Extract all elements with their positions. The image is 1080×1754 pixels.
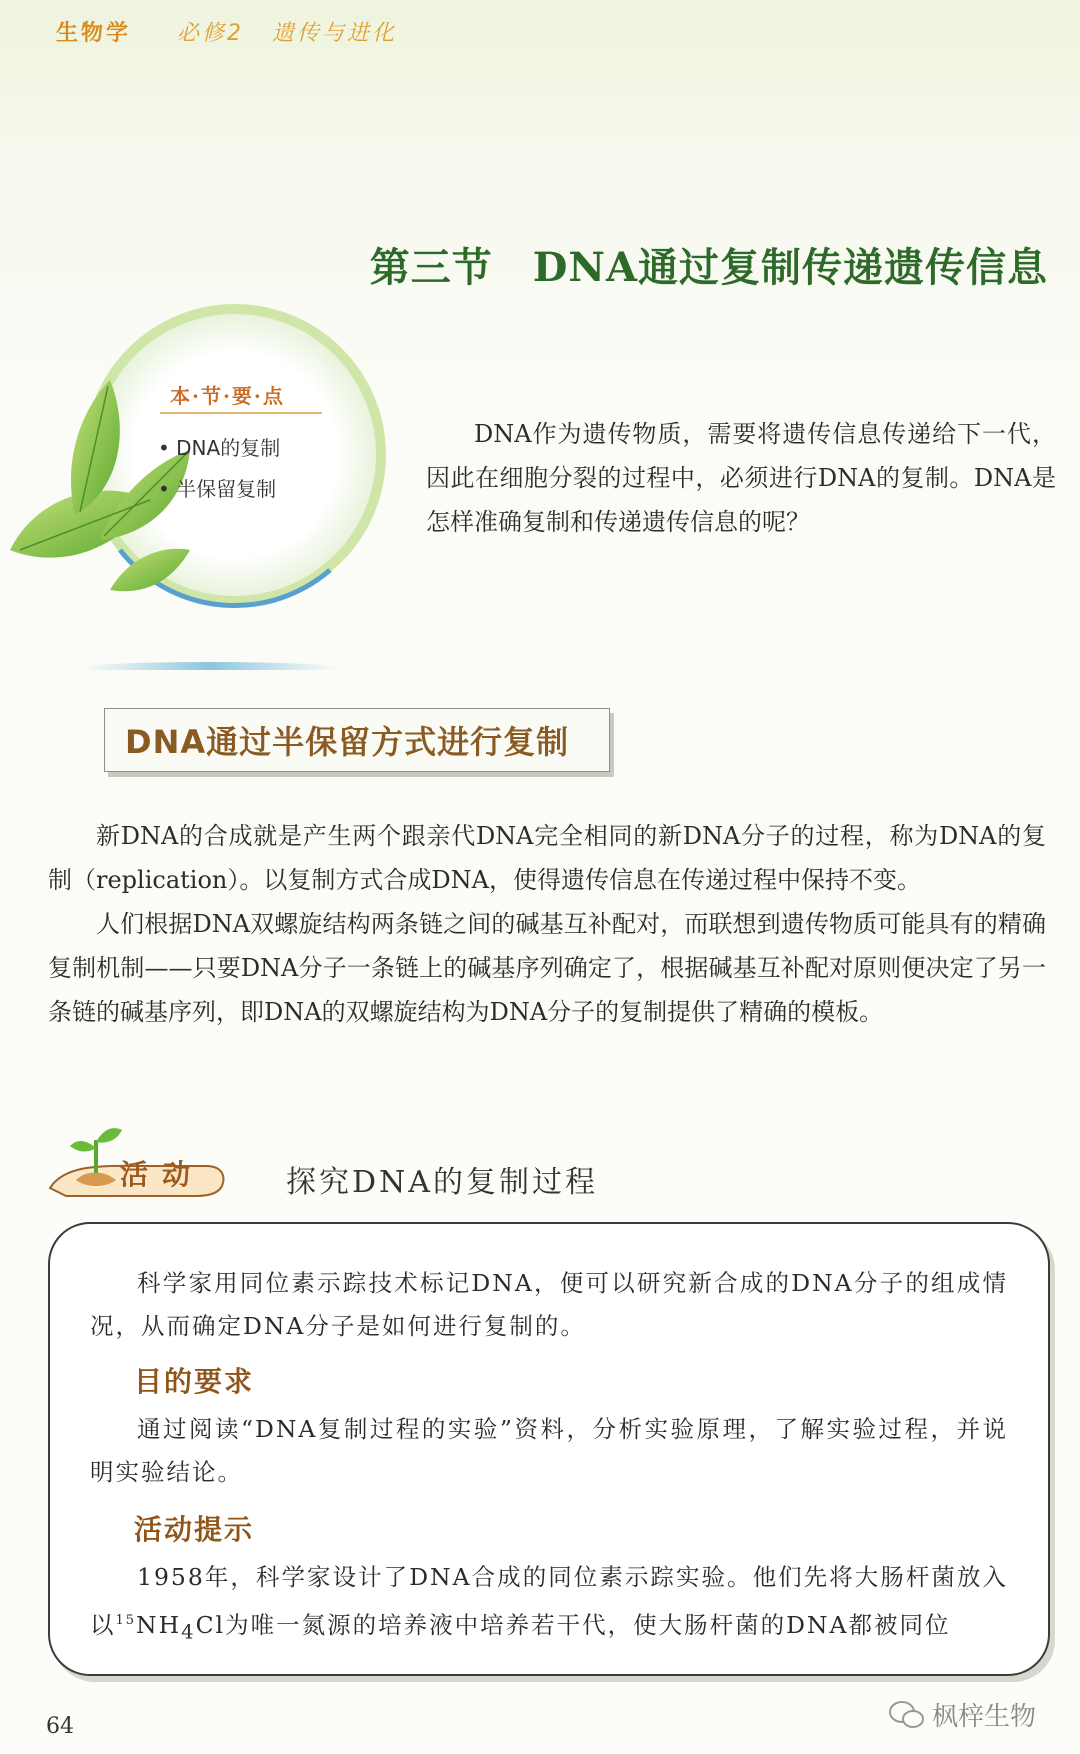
- objective-text: 通过阅读“DNA复制过程的实验”资料，分析实验原理，了解实验过程，并说明实验结论。: [90, 1415, 1008, 1486]
- section-number: 第三节: [369, 244, 493, 291]
- compound-subscript: 4: [181, 1620, 196, 1644]
- objective-heading: 目的要求: [134, 1365, 255, 1398]
- subsection-title: DNA通过半保留方式进行复制: [125, 723, 570, 761]
- activity-intro: 科学家用同位素示踪技术标记DNA，便可以研究新合成的DNA分子的组成情况，从而确定DNA分子是如何进行复制的。: [90, 1269, 1008, 1340]
- hint-heading: 活动提示: [134, 1513, 255, 1546]
- section-title: [370, 236, 1048, 293]
- isotope-mass-number: 15: [115, 1613, 137, 1628]
- watermark-text: 枫梓生物: [932, 1702, 1037, 1732]
- running-head: [56, 16, 397, 47]
- body-paragraph-1: 新DNA的合成就是产生两个跟亲代DNA完全相同的新DNA分子的过程，称为DNA的复制（replication）。以复制方式合成DNA，使得遗传信息在传递过程中保持不变。: [48, 822, 1046, 894]
- header-course: 必修2: [177, 21, 245, 46]
- body-paragraph-2: 人们根据DNA双螺旋结构两条链之间的碱基互补配对，而联想到遗传物质可能具有的精确复制机制——只要DNA分子一条链上的碱基序列确定了，根据碱基互补配对原则便决定了另一条链的碱基序列，即DNA的双螺旋结构为DNA分子的复制提供了精确的模板。: [48, 910, 1046, 1026]
- section-title-text: DNA通过复制传递遗传信息: [532, 244, 1048, 291]
- hint-text-before: 1958年，科学家设计了DNA合成的同位素示踪实验。他们先将大肠杆菌放入以: [90, 1563, 1008, 1639]
- subsection-banner: [104, 708, 610, 772]
- header-subject: 生物学: [56, 21, 132, 46]
- compound-tail: Cl: [195, 1610, 226, 1639]
- keypoints-title: 本·节·要·点: [170, 384, 285, 408]
- compound-formula: NH: [136, 1610, 182, 1639]
- header-book-title: 遗传与进化: [272, 21, 398, 46]
- activity-title: 探究DNA的复制过程: [286, 1165, 598, 1200]
- page-number: 64: [46, 1714, 74, 1739]
- activity-label: 活动: [120, 1158, 205, 1191]
- intro-paragraph: DNA作为遗传物质，需要将遗传信息传递给下一代，因此在细胞分裂的过程中，必须进行DNA的复制。DNA是怎样准确复制和传递遗传信息的呢？: [426, 420, 1056, 536]
- keypoint-item: • DNA的复制: [158, 432, 280, 461]
- keypoints-list: [158, 432, 280, 514]
- hint-text: [90, 1556, 1008, 1654]
- wechat-icon: [888, 1700, 926, 1730]
- keypoints-divider: [160, 412, 322, 414]
- hint-text-after: 为唯一氮源的培养液中培养若干代，使大肠杆菌的DNA都被同位: [225, 1610, 951, 1639]
- keypoint-item: • 半保留复制: [158, 473, 280, 502]
